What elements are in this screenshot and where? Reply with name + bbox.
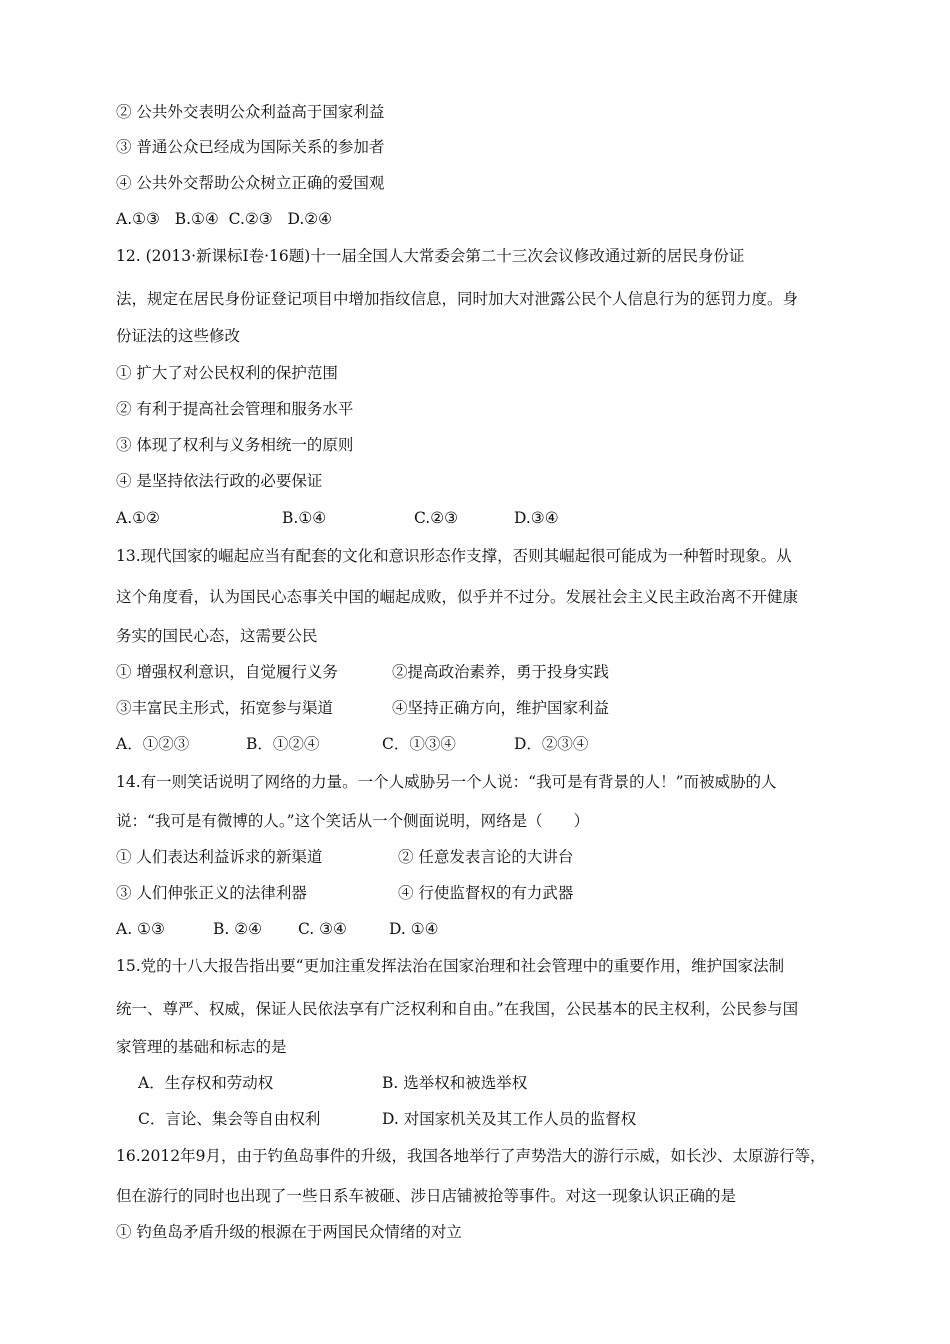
q14-statement-4: ④ 行使监督权的有力武器 <box>398 884 574 902</box>
q14-statement-1: ① 人们表达利益诉求的新渠道 <box>116 848 323 866</box>
q13-statement-4: ④坚持正确方向，维护国家利益 <box>392 699 610 717</box>
q12-statement-2: ② 有利于提高社会管理和服务水平 <box>116 400 354 418</box>
q14-option-b: B. ②④ <box>213 920 263 938</box>
q13-stem-line-1: 13.现代国家的崛起应当有配套的文化和意识形态作支撑，否则其崛起很可能成为一种暂时现象。从 <box>116 547 792 565</box>
q16-stem-line-2: 但在游行的同时也出现了一些日系车被砸、涉日店铺被抢等事件。对这一现象认识正确的是 <box>116 1187 737 1205</box>
q13-statement-3: ③丰富民主形式，拓宽参与渠道 <box>116 699 334 717</box>
q13-stem-line-2: 这个角度看，认为国民心态事关中国的崛起成败，似乎并不过分。发展社会主义民主政治离不开健康 <box>116 588 799 606</box>
q12-option-b: B.①④ <box>282 509 327 527</box>
q15-option-a: A．生存权和劳动权 <box>138 1074 274 1092</box>
q16-stem-line-1: 16.2012年9月，由于钓鱼岛事件的升级，我国各地举行了声势浩大的游行示威，如长沙、太原游行等， <box>116 1147 826 1165</box>
q14-statement-3: ③ 人们伸张正义的法律利器 <box>116 884 307 902</box>
q14-option-c: C. ③④ <box>298 920 347 938</box>
q14-stem-line-2: 说：“我可是有微博的人。”这个笑话从一个侧面说明，网络是（ ） <box>116 812 590 830</box>
q12-statement-1: ① 扩大了对公民权利的保护范围 <box>116 364 338 382</box>
q14-option-d: D. ①④ <box>389 920 439 938</box>
q13-statement-2: ②提高政治素养，勇于投身实践 <box>392 663 610 681</box>
q14-statement-2: ② 任意发表言论的大讲台 <box>398 848 574 866</box>
q13-option-c: C．①③④ <box>382 735 456 753</box>
q12-option-a: A.①② <box>116 509 160 527</box>
q11-statement-2: ② 公共外交表明公众利益高于国家利益 <box>116 103 385 121</box>
q12-stem-line-3: 份证法的这些修改 <box>116 327 241 345</box>
q13-option-d: D．②③④ <box>514 735 589 753</box>
q15-option-d: D. 对国家机关及其工作人员的监督权 <box>382 1110 637 1128</box>
q15-stem-line-3: 家管理的基础和标志的是 <box>116 1038 287 1056</box>
q13-stem-line-3: 务实的国民心态，这需要公民 <box>116 627 318 645</box>
q13-option-a: A．①②③ <box>116 735 190 753</box>
q13-option-b: B．①②④ <box>246 735 320 753</box>
q16-statement-1: ① 钓鱼岛矛盾升级的根源在于两国民众情绪的对立 <box>116 1223 462 1241</box>
q14-stem-line-1: 14.有一则笑话说明了网络的力量。一个人威胁另一个人说：“我可是有背景的人！”而被威胁的人 <box>116 773 777 791</box>
q11-statement-4: ④ 公共外交帮助公众树立正确的爱国观 <box>116 174 385 192</box>
q12-option-d: D.③④ <box>514 509 559 527</box>
q11-options: A.①③ B.①④ C.②③ D.②④ <box>116 210 333 228</box>
q11-statement-3: ③ 普通公众已经成为国际关系的参加者 <box>116 138 385 156</box>
q12-stem-line-1: 12. (2013·新课标Ⅰ卷·16题)十一届全国人大常委会第二十三次会议修改通过新的居民身份证 <box>116 247 745 265</box>
q15-option-b: B. 选举权和被选举权 <box>382 1074 528 1092</box>
q13-statement-1: ① 增强权利意识，自觉履行义务 <box>116 663 338 681</box>
q15-stem-line-1: 15.党的十八大报告指出要“更加注重发挥法治在国家治理和社会管理中的重要作用，维护国家法制 <box>116 957 785 975</box>
q12-statement-4: ④ 是坚持依法行政的必要保证 <box>116 472 323 490</box>
q12-stem-line-2: 法，规定在居民身份证登记项目中增加指纹信息，同时加大对泄露公民个人信息行为的惩罚力度。身 <box>116 290 799 308</box>
q15-stem-line-2: 统一、尊严、权威，保证人民依法享有广泛权利和自由。”在我国，公民基本的民主权利，公民参与国 <box>116 1000 799 1018</box>
q15-option-c: C．言论、集会等自由权利 <box>138 1110 321 1128</box>
q14-option-a: A. ①③ <box>116 920 165 938</box>
q12-statement-3: ③ 体现了权利与义务相统一的原则 <box>116 436 354 454</box>
q12-option-c: C.②③ <box>414 509 459 527</box>
